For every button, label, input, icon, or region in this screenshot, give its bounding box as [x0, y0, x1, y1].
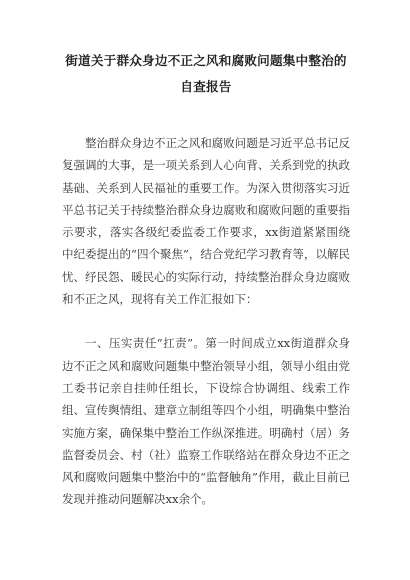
paragraph-intro: 整治群众身边不正之风和腐败问题是习近平总书记反复强调的大事，是一项关系到人心向背、关系到党的执政基础、关系到人民福祉的重要工作。为深入贯彻落实习近平总书记关于持续整治群众身边腐败和腐败问题的重要指示要求，落实各级纪委监委工作要求，xx街道紧紧围绕中纪委提出的“四个聚焦”，结合党纪学习教育等，以解民忧、纾民怨、暖民心的实际行动，持续整治群众身边腐败和不正之风，现将有关工作汇报如下：: [62, 136, 350, 307]
paragraph-section-1: 一、压实责任“扛责”。第一时间成立xx街道群众身边不正之风和腐败问题集中整治领导小组，领导小组由党工委书记亲自挂帅任组长，下设综合协调组、线索工作组、宣传舆情组、建章立制组等四个小组，明确集中整治实施方案，确保集中整治工作纵深推进。明确村（居）务监督委员会、村（社）监察工作联络站在群众身边不正之风和腐败问题集中整治中的“监督触角”作用，截止目前已发现并推动问题解决xx余个。: [62, 336, 350, 507]
document-body: [62, 132, 350, 511]
document-title: 街道关于群众身边不正之风和腐败问题集中整治的自查报告: [65, 53, 347, 94]
